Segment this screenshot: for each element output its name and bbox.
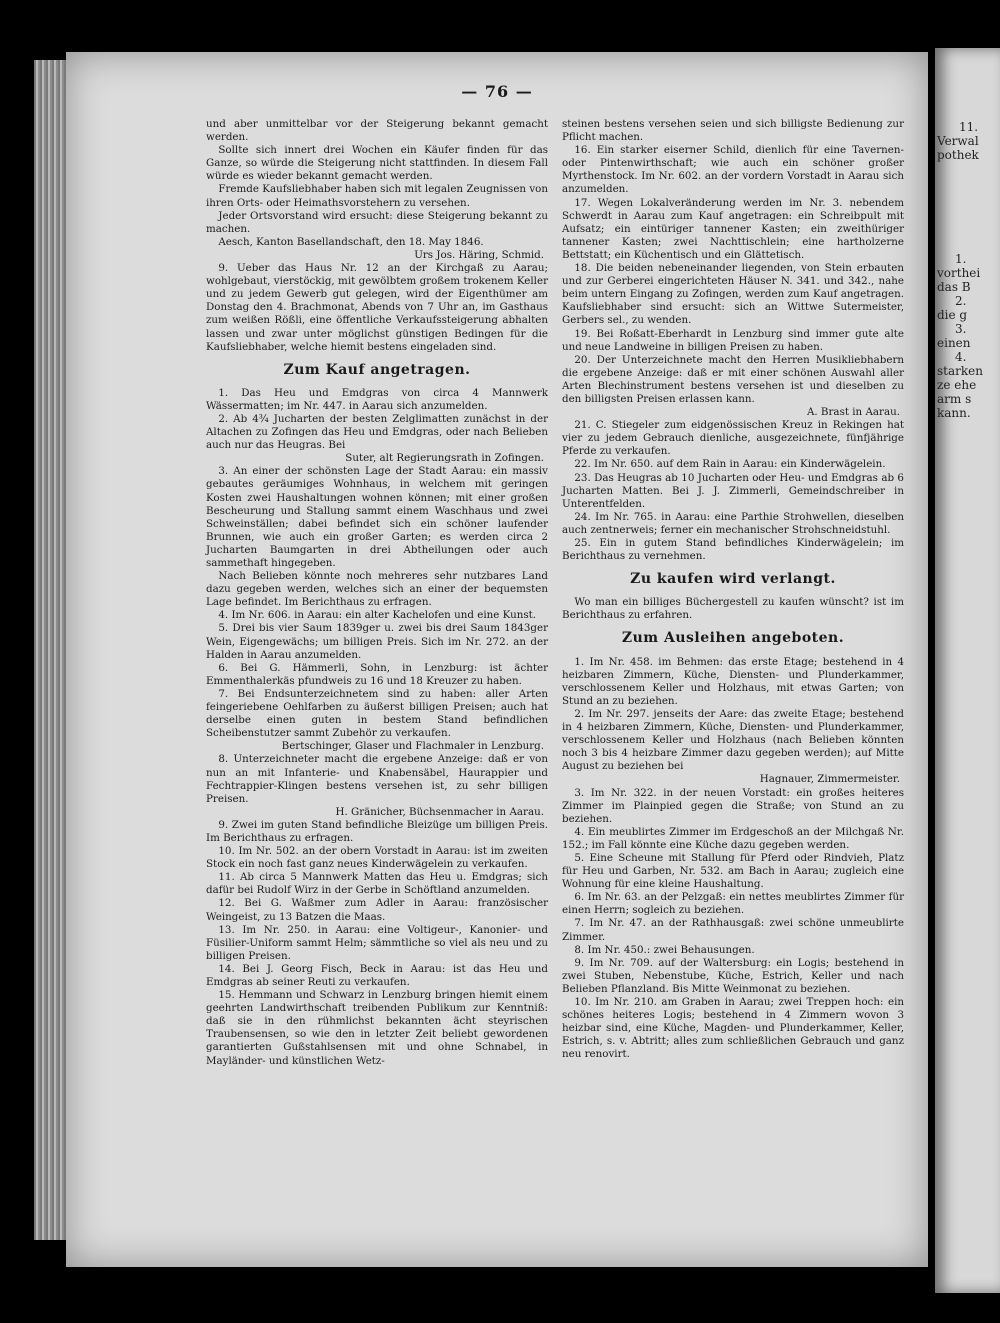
- paragraph: Wo man ein billiges Büchergestell zu kaufen wünscht? ist im Berichthaus zu erfahren.: [562, 596, 904, 622]
- fragment-text: 3.: [955, 322, 967, 336]
- list-item: 4. Im Nr. 606. in Aarau: ein alter Kachelofen und eine Kunst.: [218, 609, 537, 622]
- list-item: 12. Bei G. Waßmer zum Adler in Aarau: französischer Weingeist, zu 13 Batzen die Maas.: [206, 897, 548, 923]
- paragraph: Jeder Ortsvorstand wird ersucht: diese Steigerung bekannt zu machen.: [206, 209, 548, 235]
- list-item: 4. Ein meublirtes Zimmer im Erdgeschoß an der Milchgaß Nr. 152.; im Fall könnte eine Küche dazu gegeben werden.: [562, 825, 904, 851]
- fragment-text: Verwal: [937, 134, 979, 148]
- list-item: 8. Unterzeichneter macht die ergebene Anzeige: daß er von nun an mit Infanterie- und Knabensäbel, Haurappier und Fechtrappier-Klingen bestens versehen ist, zu sehr billigen Preisen.: [206, 753, 548, 805]
- place-date: Aesch, Kanton Basellandschaft, den 18. May 1846.: [218, 235, 484, 248]
- list-item: 3. Im Nr. 322. in der neuen Vorstadt: ein großes heiteres Zimmer im Plainpied gegen die Straße; von Stund an zu beziehen.: [562, 786, 904, 825]
- list-item: Nach Belieben könnte noch mehreres sehr nutzbares Land dazu gegeben werden, welches sich an einer der bequemsten Lage befindet. Im Berichthaus zu erfragen.: [206, 570, 548, 609]
- list-item: 21. C. Stiegeler zum eidgenössischen Kreuz in Rekingen hat vier zu jedem Gebrauch dienliche, ausgezeichnete, fünfjährige Pferde zu verkaufen.: [562, 419, 904, 458]
- list-item: 10. Im Nr. 502. an der obern Vorstadt in Aarau: ist im zweiten Stock ein noch fast ganz neues Kinderwägelein zu verkaufen.: [206, 845, 548, 871]
- list-item: 23. Das Heugras ab 10 Jucharten oder Heu- und Emdgras ab 6 Jucharten Matten. Bei J. J. Zimmerli, Gemeindschreiber in Unterentfelden.: [562, 471, 904, 510]
- fragment-text: 11.: [959, 120, 979, 134]
- list-item: 3. An einer der schönsten Lage der Stadt Aarau: ein massiv gebautes geräumiges Wohnhaus, in welchem mit geringen Kosten zwei Haushaltungen wohnen können; mit einer großen Bescheurung und Stallung sammt einem Waschhaus und zwei Schweinställen; dabei befindet sich ein schöner laufender Brunnen, wie auch ein großer Garten; es werden circa 2 Jucharten Baumgarten in drei Abtheilungen oder auch sammethaft hingegeben.: [206, 465, 548, 569]
- list-item: 20. Der Unterzeichnete macht den Herren Musikliebhabern die ergebene Anzeige: daß er mit einer schönen Auswahl aller Arten Blechinstrument bestens versehen ist und dieselben zu den billigsten Preisen erlassen kann.: [562, 353, 904, 405]
- list-item: 9. Zwei im guten Stand befindliche Bleizüge um billigen Preis. Im Berichthaus zu erfragen.: [206, 818, 548, 844]
- section-heading-verlangt: Zu kaufen wird verlangt.: [630, 571, 836, 588]
- list-item: 1. Das Heu und Emdgras von circa 4 Mannwerk Wässermatten; im Nr. 447. in Aarau sich anzumelden.: [206, 386, 548, 412]
- fragment-text: 1.: [955, 252, 967, 266]
- signature: Urs Jos. Häring, Schmid.: [414, 248, 544, 261]
- signature: H. Gränicher, Büchsenmacher in Aarau.: [335, 805, 544, 818]
- fragment-text: einen: [937, 336, 971, 350]
- fragment-text: ze ehe: [937, 378, 977, 392]
- paragraph: Sollte sich innert drei Wochen ein Käufer finden für das Ganze, so würde die Steigerung nicht stattfinden. In diesem Fall würde es wieder bekannt gemacht werden.: [206, 144, 548, 183]
- paragraph: und aber unmittelbar vor der Steigerung bekannt gemacht werden.: [206, 118, 548, 144]
- section-heading-ausleihen: Zum Ausleihen angeboten.: [621, 630, 845, 647]
- list-item: 10. Im Nr. 210. am Graben in Aarau; zwei Treppen hoch: ein schönes heiteres Logis; bestehend in 4 Zimmern wovon 3 heizbar sind, eine Küche, Magden- und Plunderkammer, Keller, Estrich, s. v. Abtritt; alles zum schließlichen Gebrauch und ganz neu renovirt.: [562, 996, 904, 1061]
- fragment-text: das B: [937, 280, 971, 294]
- fragment-text: kann.: [937, 406, 971, 420]
- section-heading-kauf: Zum Kauf angetragen.: [283, 361, 471, 378]
- list-item: 19. Bei Roßatt-Eberhardt in Lenzburg sind immer gute alte und neue Landweine in billigen Preisen zu haben.: [562, 327, 904, 353]
- list-item: 13. Im Nr. 250. in Aarau: eine Voltigeur-, Kanonier- und Füsilier-Uniform sammt Helm; sämmtliche so viel als neu und zu billigen Preisen.: [206, 923, 548, 962]
- list-item: 5. Eine Scheune mit Stallung für Pferd oder Rindvieh, Platz für Heu und Garben, Nr. 532. am Bach in Aarau; zugleich eine Wohnung für eine kleine Haushaltung.: [562, 851, 904, 891]
- list-item: 15. Hemmann und Schwarz in Lenzburg bringen hiemit einem geehrten Landwirthschaft treibenden Publikum zur Kenntniß: daß sie in den rühmlichst bekannten ächt steyrischen Traubensensen, so wie den in letzter Zeit beliebt gewordenen garantierten Gußstahlsensen mit und ohne Schnabel, in Mayländer- und künstlichen Wetz-: [206, 989, 548, 1067]
- fragment-text: die g: [937, 308, 968, 322]
- page-number: — 76 —: [461, 82, 533, 101]
- signature: Suter, alt Regierungsrath in Zofingen.: [345, 452, 544, 465]
- list-item: 6. Im Nr. 63. an der Pelzgaß: ein nettes meublirtes Zimmer für einen Herrn; sogleich zu beziehen.: [562, 891, 904, 917]
- list-item: 25. Ein in gutem Stand befindliches Kinderwägelein; im Berichthaus zu vernehmen.: [562, 537, 904, 563]
- list-item: 9. Im Nr. 709. auf der Waltersburg: ein Logis; bestehend in zwei Stuben, Nebenstube, Küche, Estrich, Keller und nach Belieben Pflanzland. Bis Mitte Weinmonat zu beziehen.: [562, 956, 904, 995]
- list-item: 11. Ab circa 5 Mannwerk Matten das Heu u. Emdgras; sich dafür bei Rudolf Wirz in der Gerbe in Schöftland anzumelden.: [206, 871, 548, 897]
- page-stack-edges: [34, 60, 66, 1240]
- list-item: 17. Wegen Lokalveränderung werden im Nr. 3. nebendem Schwerdt in Aarau zum Kauf angetragen: ein Schreibpult mit Aufsatz; ein eintüriger tannener Kasten; ein zweithüriger tannener Kasten; zwei Nachttischlein; eine hartholzerne Bettstatt; ein Küchentisch und ein Glättetisch.: [562, 196, 904, 261]
- newspaper-page: [66, 52, 928, 1267]
- list-item: 7. Bei Endsunterzeichnetem sind zu haben: aller Arten feingeriebene Oehlfarben zu äußerst billigen Preisen; auch hat derselbe einen guten in bestem Stand befindlichen Scheibenstutzer sammt Zubehör zu verkaufen.: [206, 687, 548, 740]
- signature: Hagnauer, Zimmermeister.: [759, 773, 900, 786]
- signature: Bertschinger, Glaser und Flachmaler in Lenzburg.: [281, 740, 544, 753]
- fragment-text: pothek: [937, 148, 979, 162]
- fragment-text: starken: [937, 364, 983, 378]
- list-item: 18. Die beiden nebeneinander liegenden, von Stein erbauten und zur Gerberei eingerichteten Häuser N. 341. und 342., nahe beim untern Eingang zu Zofingen, werden zum Kauf angetragen. Kaufsliebhaber sind ersucht: sich an Wittwe Sutermeister, Gerbers sel., zu wenden.: [562, 262, 904, 327]
- fragment-text: 2.: [955, 294, 967, 308]
- fragment-text: 4.: [955, 350, 967, 364]
- paragraph: Fremde Kaufsliebhaber haben sich mit legalen Zeugnissen von ihren Orts- oder Heimathsvorstehern zu versehen.: [206, 183, 548, 209]
- signature: A. Brast in Aarau.: [806, 406, 900, 419]
- list-item: 24. Im Nr. 765. in Aarau: eine Parthie Strohwellen, dieselben auch zentnerweis; ferner ein mechanischer Strohschneidstuhl.: [562, 510, 904, 536]
- list-item: 14. Bei J. Georg Fisch, Beck in Aarau: ist das Heu und Emdgras ab seiner Reuti zu verkaufen.: [206, 962, 548, 988]
- next-page-edge: [935, 48, 1000, 1293]
- fragment-text: vorthei: [937, 266, 981, 280]
- list-item: 8. Im Nr. 450.: zwei Behausungen.: [574, 943, 755, 956]
- right-column: [562, 118, 904, 1061]
- list-item: 1. Im Nr. 458. im Behmen: das erste Etage; bestehend in 4 heizbaren Zimmern, Küche, Diensten- und Plunderkammer, verschlossenem Keller und Holzhaus, mit etwas Garten; von Stund an zu beziehen.: [562, 655, 904, 707]
- list-item: 2. Im Nr. 297. jenseits der Aare: das zweite Etage; bestehend in 4 heizbaren Zimmern, Küche, Diensten- und Plunderkammer, verschlossenem Keller und Holzhaus (nach Belieben könnten noch 3 bis 4 heizbare Zimmer dazu gegeben werden); auf Mitte August zu beziehen bei: [562, 707, 904, 773]
- paragraph: steinen bestens versehen seien und sich billigste Bedienung zur Pflicht machen.: [562, 118, 904, 144]
- list-item: 7. Im Nr. 47. an der Rathhausgaß: zwei schöne unmeublirte Zimmer.: [562, 917, 904, 943]
- list-item: 22. Im Nr. 650. auf dem Rain in Aarau: ein Kinderwägelein.: [574, 458, 886, 471]
- list-item: 6. Bei G. Hämmerli, Sohn, in Lenzburg: ist ächter Emmenthalerkäs pfundweis zu 16 und 18 Kreuzer zu haben.: [206, 661, 548, 687]
- paragraph: 9. Ueber das Haus Nr. 12 an der Kirchgaß zu Aarau; wohlgebaut, vierstöckig, mit gewölbtem großem trokenem Keller und zu jedem Gewerb gut gelegen, wird der Eigenthümer am Donstag den 4. Brachmonat, Abends von 7 Uhr an, im Gasthaus zum weißen Rößli, eine öffentliche Verkaufssteigerung abhalten lassen und zwar unter möglichst günstigen Bedingen für die Kaufsliebhaber, welche hiemit bestens eingeladen sind.: [206, 262, 548, 353]
- left-column: [206, 118, 548, 1068]
- list-item: 16. Ein starker eiserner Schild, dienlich für eine Tavernen- oder Pintenwirthschaft; wie auch ein schöner großer Myrthenstock. Im Nr. 602. an der vordern Vorstadt in Aarau sich anzumelden.: [562, 144, 904, 196]
- list-item: 5. Drei bis vier Saum 1839ger u. zwei bis drei Saum 1843ger Wein, Eigengewächs; um billigen Preis. Sich im Nr. 272. an der Halden in Aarau anzumelden.: [206, 622, 548, 661]
- fragment-text: arm s: [937, 392, 972, 406]
- list-item: 2. Ab 4¾ Jucharten der besten Zelglimatten zunächst in der Altachen zu Zofingen das Heu und Emdgras, oder nach Belieben auch nur das Heugras. Bei: [206, 412, 548, 452]
